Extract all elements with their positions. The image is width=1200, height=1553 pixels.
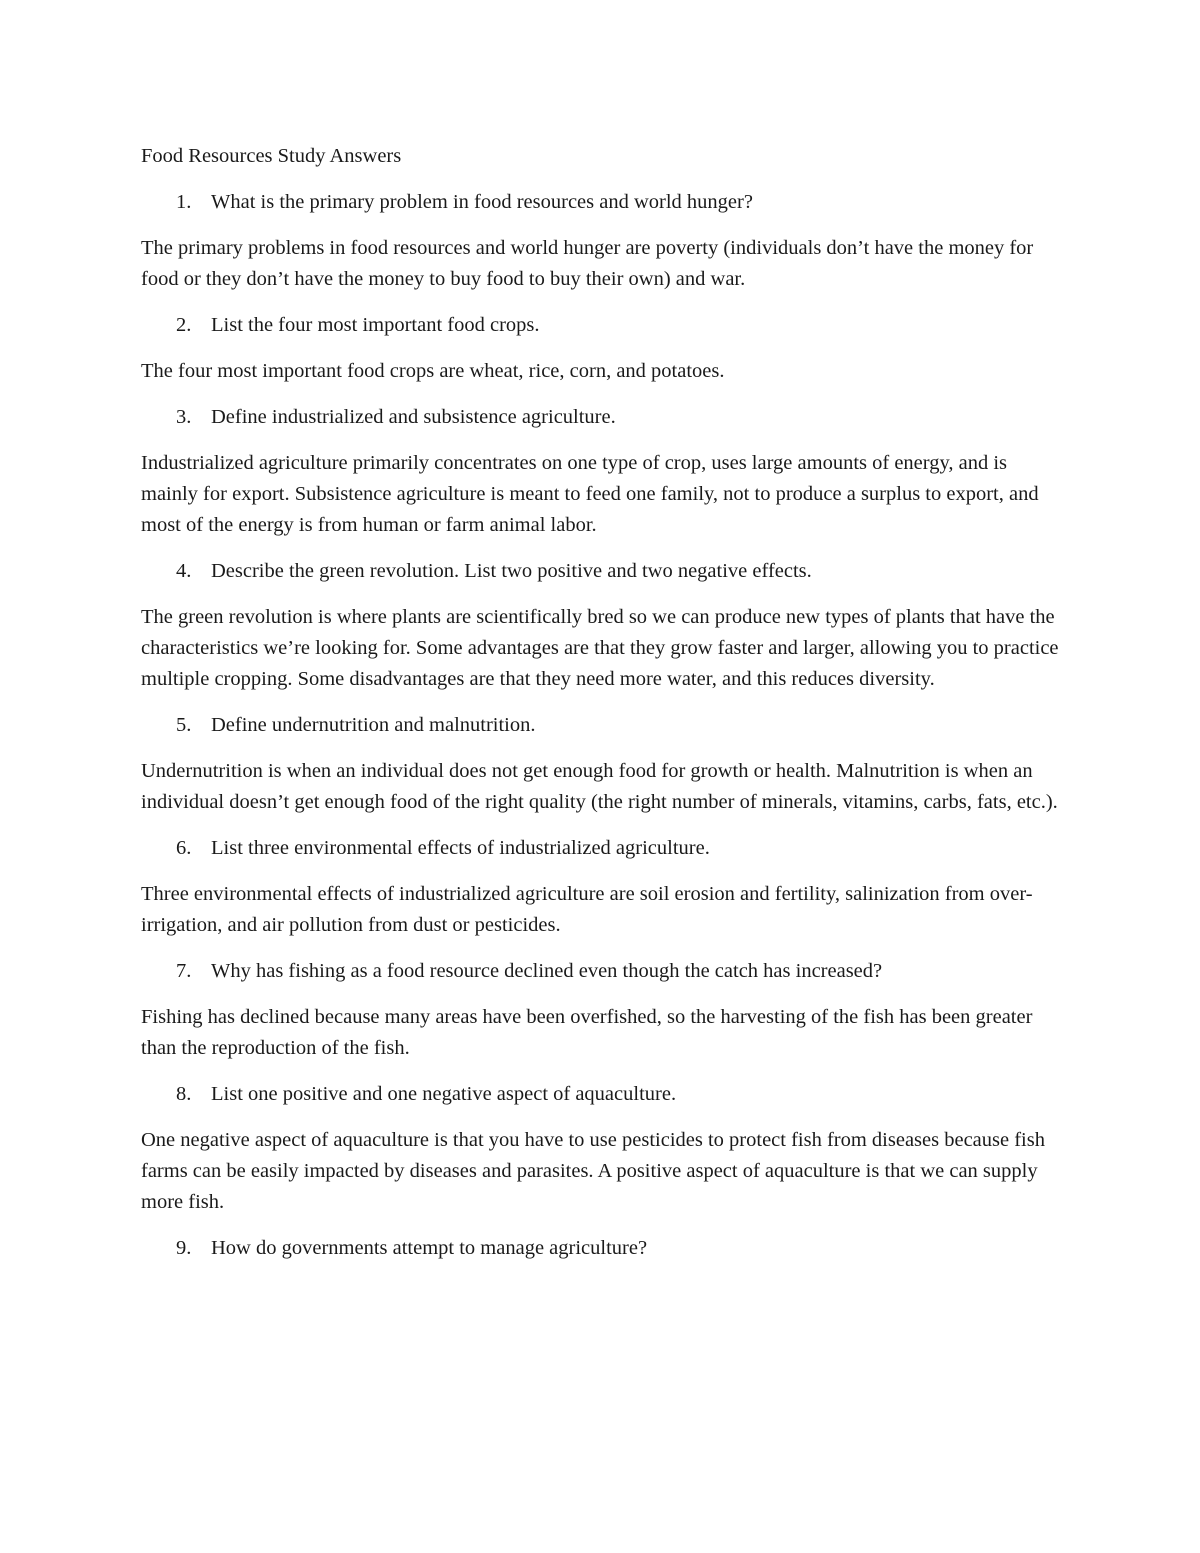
answer-8: One negative aspect of aquaculture is that you have to use pesticides to protect fish from diseases because fish farms can be easily impacted by diseases and parasites. A positive aspect of aquaculture is that we can supply more fish. (141, 1129, 1045, 1213)
question-number: 2. (176, 314, 192, 336)
question-text: Define industrialized and subsistence agriculture. (211, 406, 616, 428)
question-6 (141, 833, 1066, 864)
question-text: List one positive and one negative aspect of aquaculture. (211, 1083, 677, 1105)
qa-item-8 (141, 1079, 1066, 1218)
answer-3: Industrialized agriculture primarily concentrates on one type of crop, uses large amounts of energy, and is mainly for export. Subsistence agriculture is meant to feed one family, not to produce a surplus to export, and most of the energy is from human or farm animal labor. (141, 452, 1039, 536)
question-text: Describe the green revolution. List two positive and two negative effects. (211, 560, 812, 582)
question-text: Define undernutrition and malnutrition. (211, 714, 536, 736)
qa-item-5 (141, 710, 1066, 818)
question-number: 3. (176, 406, 192, 428)
question-9 (141, 1233, 1066, 1264)
question-8 (141, 1079, 1066, 1110)
question-number: 6. (176, 837, 192, 859)
question-1 (141, 187, 1066, 218)
question-text: What is the primary problem in food resources and world hunger? (211, 191, 753, 213)
question-text: List three environmental effects of industrialized agriculture. (211, 837, 710, 859)
question-text: How do governments attempt to manage agriculture? (211, 1237, 648, 1259)
answer-6: Three environmental effects of industrialized agriculture are soil erosion and fertility, salinization from over-irrigation, and air pollution from dust or pesticides. (141, 883, 1033, 936)
question-7 (141, 956, 1066, 987)
question-number: 4. (176, 560, 192, 582)
document-title: Food Resources Study Answers (141, 145, 402, 167)
question-number: 7. (176, 960, 192, 982)
answer-4: The green revolution is where plants are scientifically bred so we can produce new types of plants that have the characteristics we’re looking for. Some advantages are that they grow faster and larger, allowing you to practice multiple cropping. Some disadvantages are that they need more water, and this reduces diversity. (141, 606, 1059, 690)
document-body (141, 141, 1066, 1279)
answer-5: Undernutrition is when an individual does not get enough food for growth or health. Malnutrition is when an individual doesn’t get enough food of the right quality (the right number of minerals, vitamins, carbs, fats, etc.). (141, 760, 1058, 813)
qa-item-1 (141, 187, 1066, 295)
question-text: Why has fishing as a food resource declined even though the catch has increased? (211, 960, 883, 982)
question-number: 1. (176, 191, 192, 213)
qa-item-2 (141, 310, 1066, 387)
answer-7: Fishing has declined because many areas have been overfished, so the harvesting of the fish has been greater than the reproduction of the fish. (141, 1006, 1033, 1059)
question-2 (141, 310, 1066, 341)
qa-item-3 (141, 402, 1066, 541)
question-number: 9. (176, 1237, 192, 1259)
question-number: 8. (176, 1083, 192, 1105)
qa-item-4 (141, 556, 1066, 695)
question-text: List the four most important food crops. (211, 314, 540, 336)
question-4 (141, 556, 1066, 587)
question-number: 5. (176, 714, 192, 736)
qa-item-9 (141, 1233, 1066, 1264)
answer-2: The four most important food crops are wheat, rice, corn, and potatoes. (141, 360, 725, 382)
question-5 (141, 710, 1066, 741)
qa-item-6 (141, 833, 1066, 941)
question-3 (141, 402, 1066, 433)
qa-item-7 (141, 956, 1066, 1064)
answer-1: The primary problems in food resources and world hunger are poverty (individuals don’t have the money for food or they don’t have the money to buy food to buy their own) and war. (141, 237, 1034, 290)
